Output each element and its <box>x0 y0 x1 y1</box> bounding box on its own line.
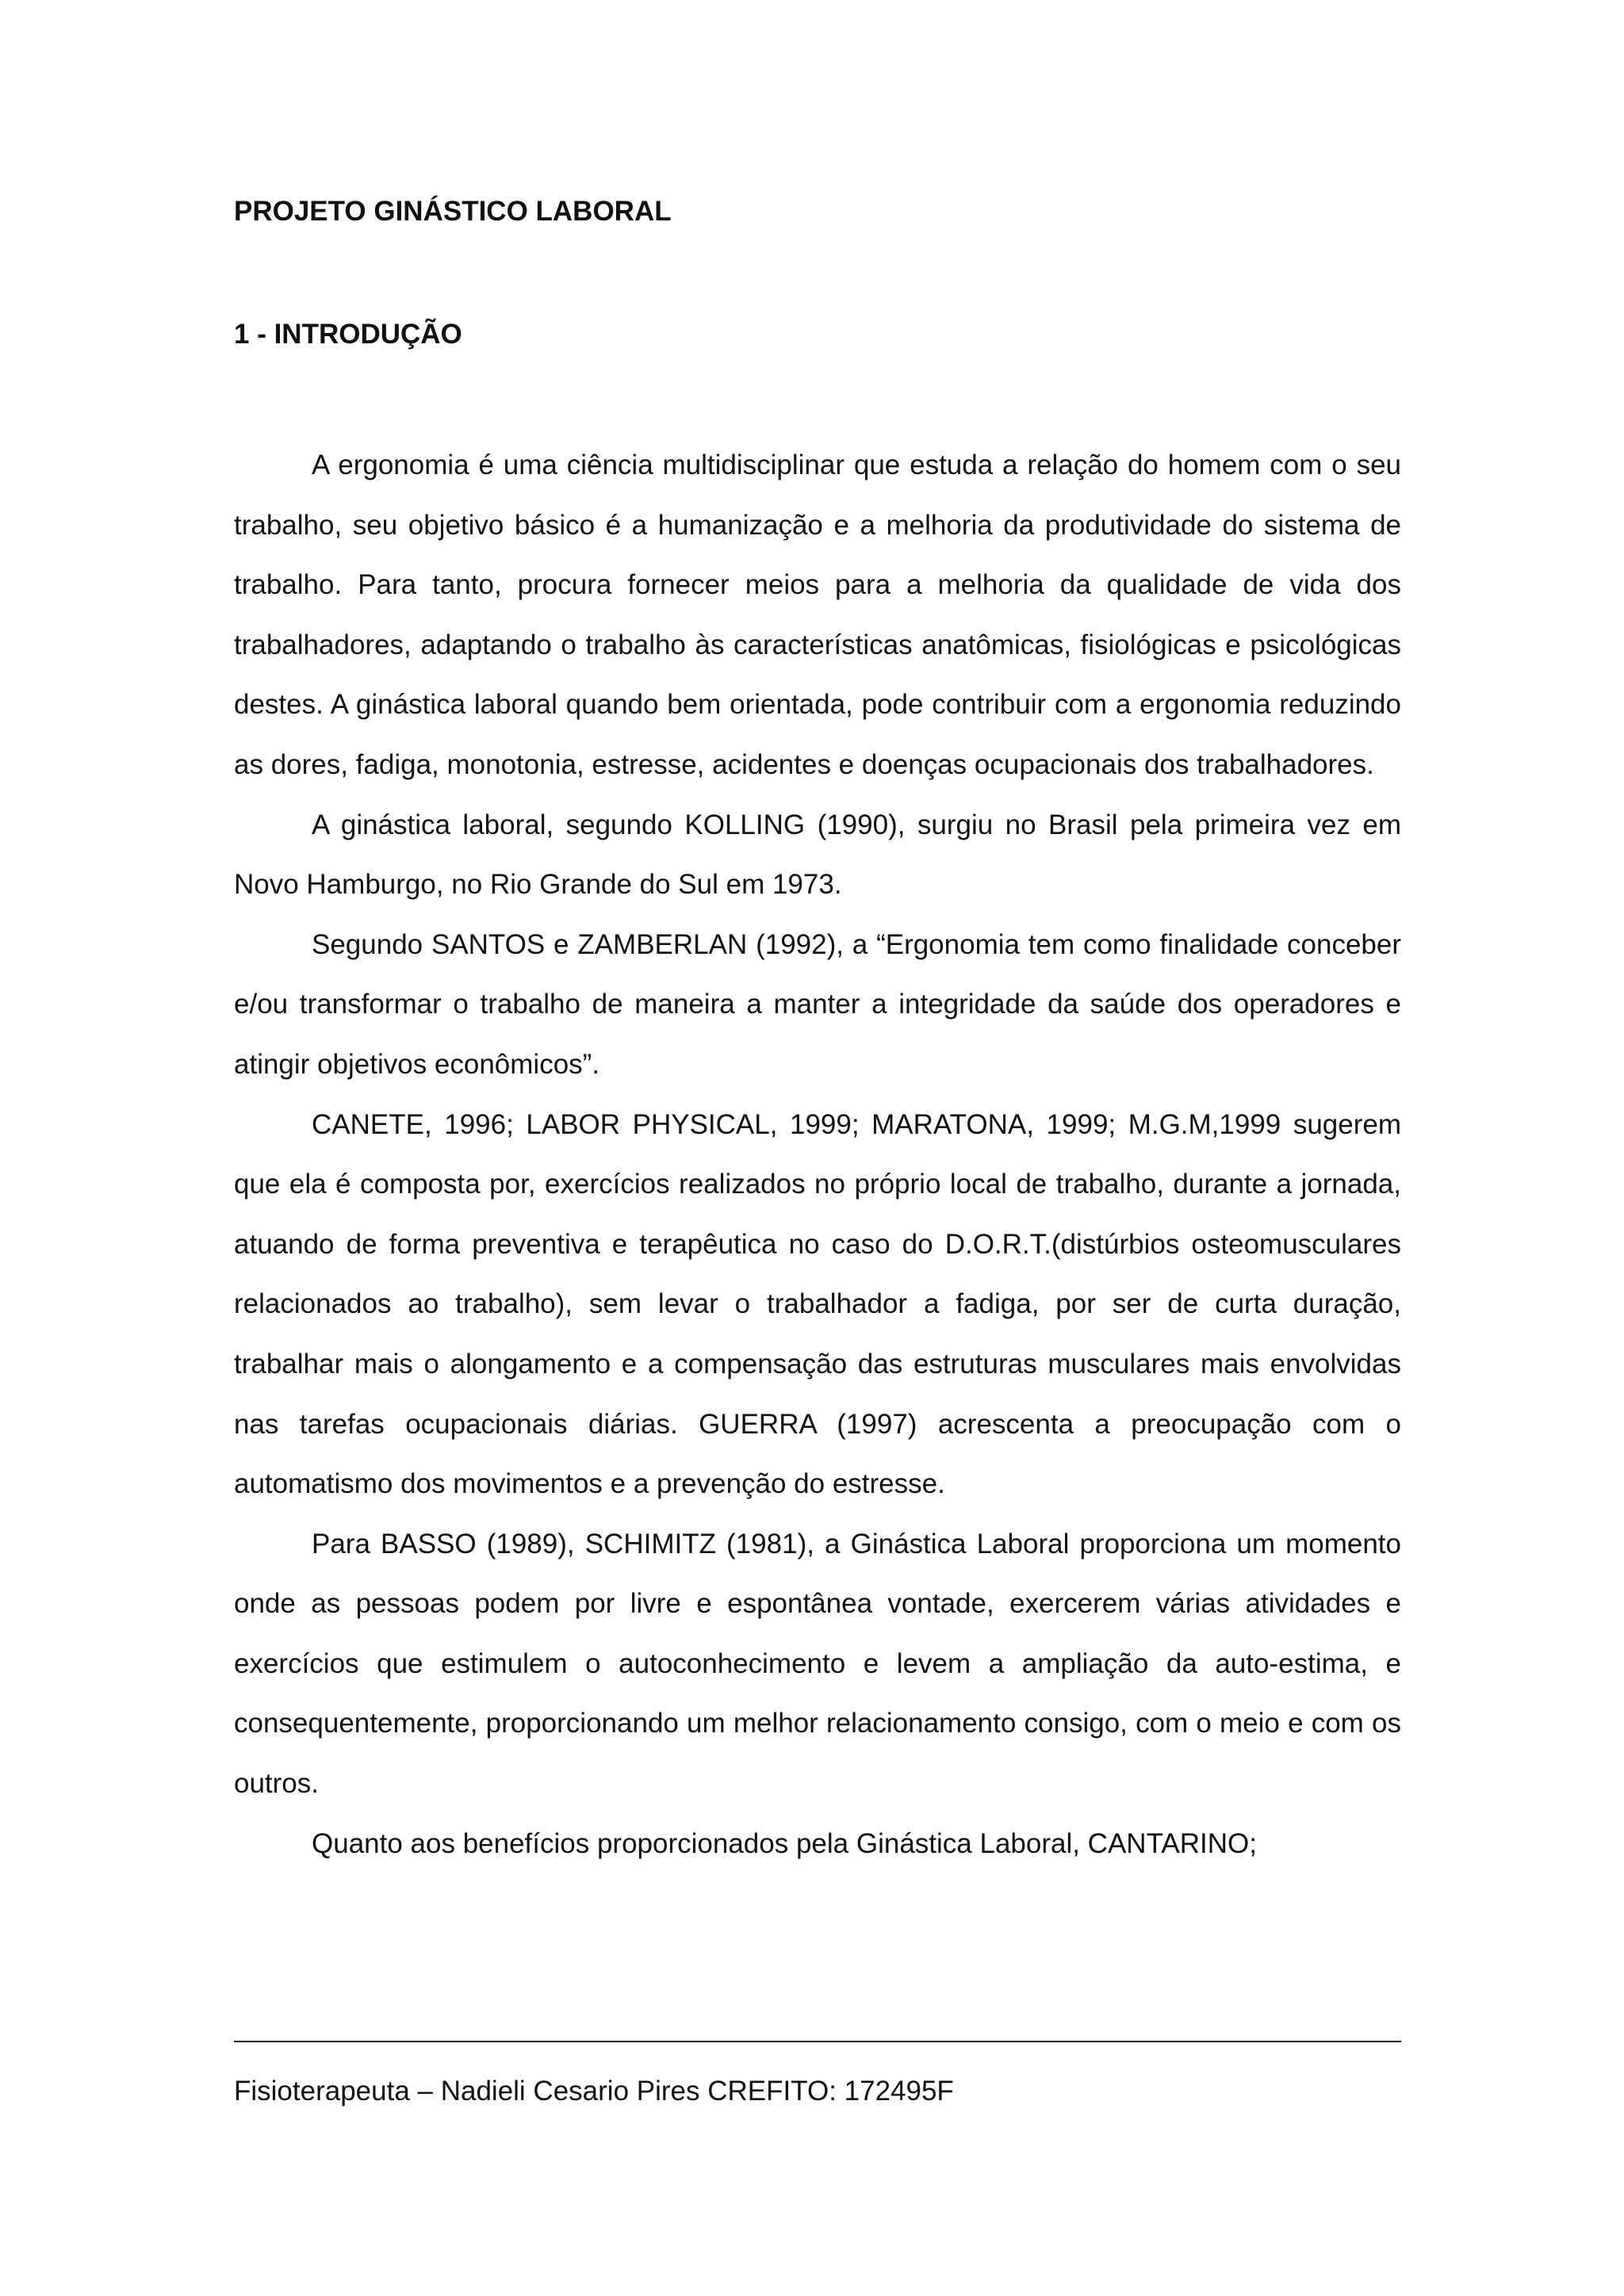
footer-text: Fisioterapeuta – Nadieli Cesario Pires CREFITO: 172495F <box>234 2076 954 2107</box>
section-heading: 1 - INTRODUÇÃO <box>234 319 462 350</box>
paragraph: Quanto aos benefícios proporcionados pela Ginástica Laboral, CANTARINO; <box>312 1827 1257 1859</box>
paragraph: A ginástica laboral, segundo KOLLING (1990), surgiu no Brasil pela primeira vez em Novo Hamburgo, no Rio Grande do Sul em 1973. <box>234 809 1401 901</box>
document-title: PROJETO GINÁSTICO LABORAL <box>234 196 672 227</box>
paragraph: CANETE, 1996; LABOR PHYSICAL, 1999; MARATONA, 1999; M.G.M,1999 sugerem que ela é composta por, exercícios realizados no próprio local de trabalho, durante a jornada, atuando de forma preventiva e terapêutica no caso do D.O.R.T.(distúrbios osteomusculares relacionados ao trabalho), sem levar o trabalhador a fadiga, por ser de curta duração, trabalhar mais o alongamento e a compensação das estruturas musculares mais envolvidas nas tarefas ocupacionais diárias. GUERRA (1997) acrescenta a preocupação com o automatismo dos movimentos e a prevenção do estresse. <box>234 1108 1401 1500</box>
body-text <box>234 435 1401 1873</box>
paragraph: A ergonomia é uma ciência multidisciplinar que estuda a relação do homem com o seu trabalho, seu objetivo básico é a humanização e a melhoria da produtividade do sistema de trabalho. Para tanto, procura fornecer meios para a melhoria da qualidade de vida dos trabalhadores, adaptando o trabalho às características anatômicas, fisiológicas e psicológicas destes. A ginástica laboral quando bem orientada, pode contribuir com a ergonomia reduzindo as dores, fadiga, monotonia, estresse, acidentes e doenças ocupacionais dos trabalhadores. <box>234 450 1401 780</box>
footer-divider <box>234 2041 1401 2042</box>
paragraph: Para BASSO (1989), SCHIMITZ (1981), a Ginástica Laboral proporciona um momento onde as pessoas podem por livre e espontânea vontade, exercerem várias atividades e exercícios que estimulem o autoconhecimento e levem a ampliação da auto-estima, e consequentemente, proporcionando um melhor relacionamento consigo, com o meio e com os outros. <box>234 1528 1401 1800</box>
paragraph: Segundo SANTOS e ZAMBERLAN (1992), a “Ergonomia tem como finalidade conceber e/ou transformar o trabalho de maneira a manter a integridade da saúde dos operadores e atingir objetivos econômicos”. <box>234 928 1401 1080</box>
